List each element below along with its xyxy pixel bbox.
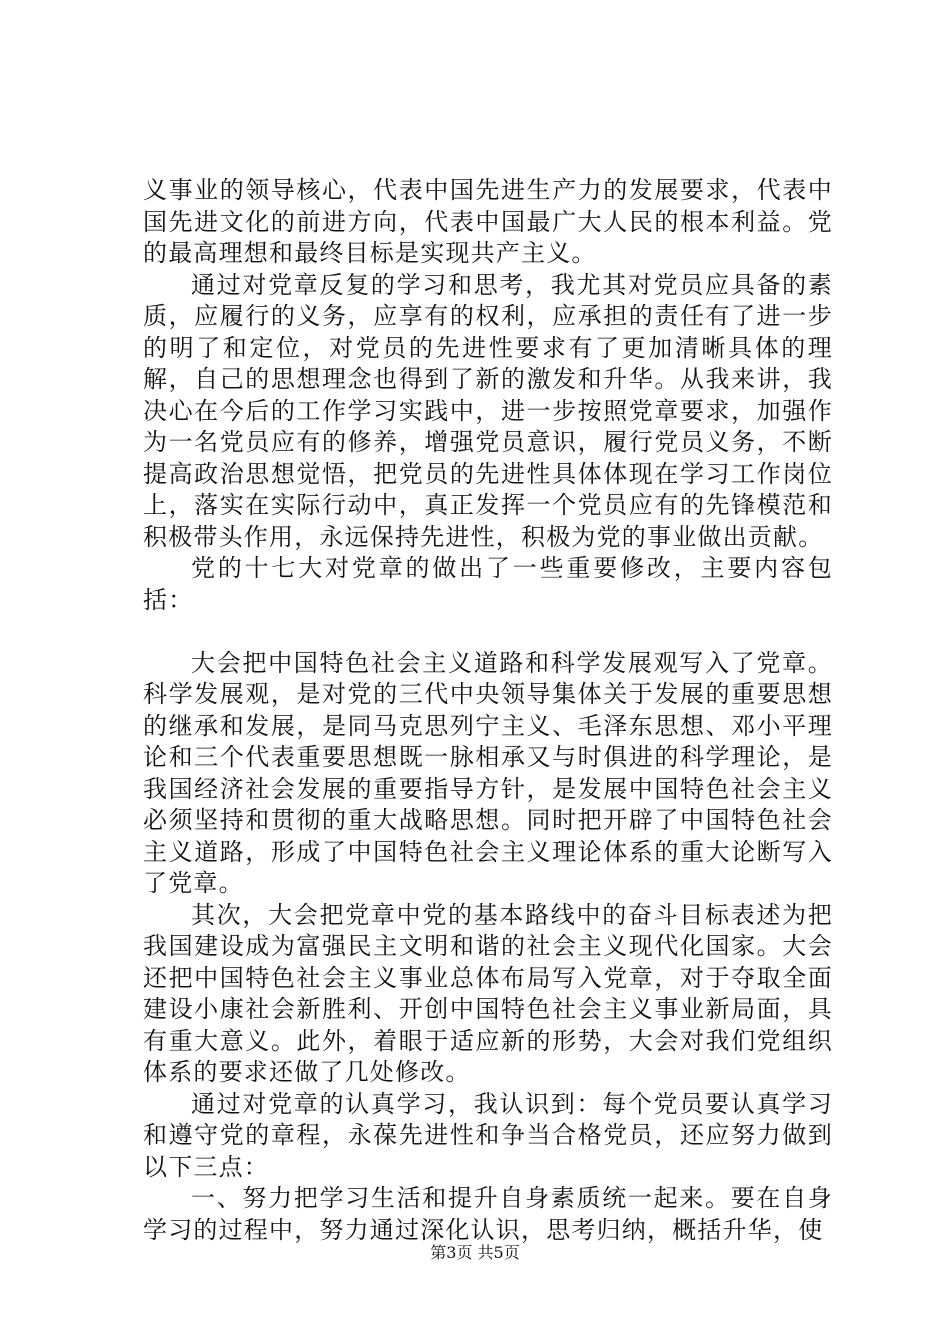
paragraph-basic-line: 其次，大会把党章中党的基本路线中的奋斗目标表述为把我国建设成为富强民主文明和谐的社会主义现代化国家。大会还把中国特色社会主义事业总体布局写入党章，对于夺取全面建设小康社会新胜利、开创中国特色社会主义事业新局面，具有重大意义。此外，着眼于适应新的形势，大会对我们党组织体系的要求还做了几处修改。 bbox=[143, 900, 833, 1086]
paragraph-amendments-intro: 党的十七大对党章的做出了一些重要修改，主要内容包括： bbox=[143, 554, 833, 614]
paragraph-three-points-intro: 通过对党章的认真学习，我认识到：每个党员要认真学习和遵守党的章程，永葆先进性和争当合格党员，还应努力做到以下三点： bbox=[143, 1089, 833, 1181]
paragraph-point-one: 一、努力把学习生活和提升自身素质统一起来。要在自身学习的过程中，努力通过深化认识，思考归纳，概括升华，使 bbox=[143, 1184, 833, 1244]
paragraph-study-reflection: 通过对党章反复的学习和思考，我尤其对党员应具备的素质，应履行的义务，应享有的权利，应承担的责任有了进一步的明了和定位，对党员的先进性要求有了更加清晰具体的理解，自己的思想理念也得到了新的激发和升华。从我来讲，我决心在今后的工作学习实践中，进一步按照党章要求，加强作为一名党员应有的修养，增强党员意识，履行党员义务，不断提高政治思想觉悟，把党员的先进性具体体现在学习工作岗位上，落实在实际行动中，真正发挥一个党员应有的先锋模范和积极带头作用，永远保持先进性，积极为党的事业做出贡献。 bbox=[143, 270, 833, 551]
document-body bbox=[143, 175, 833, 1246]
page-number-footer: 第3页 共5页 bbox=[430, 1243, 520, 1262]
blank-line bbox=[143, 616, 833, 648]
paragraph-continuation: 义事业的领导核心，代表中国先进生产力的发展要求，代表中国先进文化的前进方向，代表中国最广大人民的根本利益。党的最高理想和最终目标是实现共产主义。 bbox=[143, 176, 833, 267]
paragraph-scientific-development: 大会把中国特色社会主义道路和科学发展观写入了党章。科学发展观，是对党的三代中央领导集体关于发展的重要思想的继承和发展，是同马克思列宁主义、毛泽东思想、邓小平理论和三个代表重要思想既一脉相承又与时俱进的科学理论，是我国经济社会发展的重要指导方针，是发展中国特色社会主义必须坚持和贯彻的重大战略思想。同时把开辟了中国特色社会主义道路，形成了中国特色社会主义理论体系的重大论断写入了党章。 bbox=[143, 648, 833, 897]
